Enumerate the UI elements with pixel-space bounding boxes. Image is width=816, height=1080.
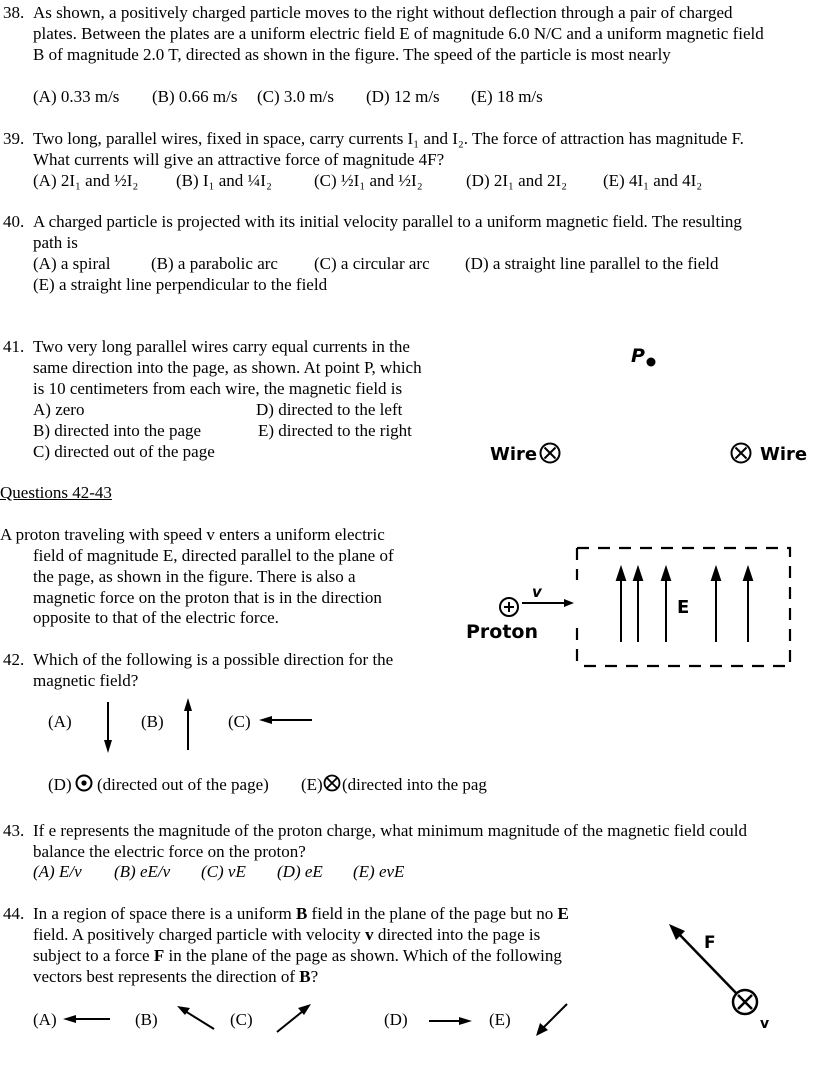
q38-choice-a: (A) 0.33 m/s (33, 87, 120, 106)
q41-point-p-dot (645, 356, 657, 368)
q42-number: 42. (3, 650, 25, 669)
q43-choice-e: (E) evE (353, 862, 405, 881)
q44-number: 44. (3, 904, 25, 923)
q38-choice-e: (E) 18 m/s (471, 87, 543, 106)
q44-line-4: vectors best represents the direction of B? (33, 967, 319, 986)
q43-number: 43. (3, 821, 25, 840)
q40-choice-a: (A) a spiral (33, 254, 111, 273)
q43-line-1: If e represents the magnitude of the proton charge, what minimum magnitude of the magnetic field could (33, 821, 747, 840)
q40-choice-b: (B) a parabolic arc (151, 254, 278, 273)
q39-choice-e: (E) 4I₁ and 4I₂ (603, 171, 703, 190)
q40-number: 40. (3, 212, 25, 231)
q44-choice-d-right-arrow-icon (427, 1014, 473, 1028)
q41-point-p-label: P (631, 345, 645, 367)
group-heading: Questions 42-43 (0, 483, 112, 502)
velocity-arrow (522, 599, 574, 607)
q44-line-2: field. A positively charged particle with velocity v directed into the page is (33, 925, 541, 944)
group-stem-line-3: the page, as shown in the figure. There is also a (33, 567, 356, 586)
q41-wire-left-label: Wire (490, 444, 538, 465)
q41-choice-b: B) directed into the page (33, 421, 202, 440)
q39-line-1: Two long, parallel wires, fixed in space, carry currents I₁ and I₂. The force of attraction has magnitude F. (33, 129, 744, 148)
proton-field-figure (470, 540, 800, 670)
q41-wire-left-into-page-icon (539, 441, 563, 465)
q43-choice-a: (A) E/v (33, 862, 82, 881)
q43-line-2: balance the electric force on the proton? (33, 842, 306, 861)
proton-label: Proton (466, 621, 539, 643)
q41-number: 41. (3, 337, 25, 356)
q41-wire-right-label: Wire (760, 444, 808, 465)
q39-choice-d: (D) 2I₁ and 2I₂ (466, 171, 568, 190)
q43-choice-c: (C) vE (201, 862, 246, 881)
q42-choice-d-out-of-page-icon (75, 773, 95, 793)
q40-line-1: A charged particle is projected with its initial velocity parallel to a uniform magnetic field. The resulting (33, 212, 742, 231)
q44-line-3: subject to a force F in the plane of the page as shown. Which of the following (33, 946, 562, 965)
q44-choice-c-up-right-arrow-icon (275, 1002, 313, 1034)
q41-line-1: Two very long parallel wires carry equal currents in the (33, 337, 410, 356)
q41-line-2: same direction into the page, as shown. At point P, which (33, 358, 422, 377)
q41-choice-a: A) zero (33, 400, 85, 419)
q44-choice-b-up-left-arrow-icon (175, 1004, 217, 1032)
q44-choice-c-label: (C) (230, 1010, 253, 1029)
particle-into-page-icon (733, 990, 757, 1014)
q44-force-label: F (704, 933, 716, 953)
q44-force-figure (665, 920, 775, 1032)
q40-choice-c: (C) a circular arc (314, 254, 430, 273)
group-stem-line-1: A proton traveling with speed v enters a uniform electric (0, 525, 385, 544)
q44-choice-b-label: (B) (135, 1010, 158, 1029)
q38-line-3: B of magnitude 2.0 T, directed as shown in the figure. The speed of the particle is most nearly (33, 45, 671, 64)
q39-choice-c: (C) ½I₁ and ½I₂ (314, 171, 423, 190)
velocity-label: v (532, 583, 542, 601)
q38-number: 38. (3, 3, 25, 22)
q42-choice-a-down-arrow-icon (100, 700, 116, 755)
q40-choice-e: (E) a straight line perpendicular to the field (33, 275, 328, 294)
q42-choice-b-up-arrow-icon (180, 697, 196, 752)
q42-line-2: magnetic field? (33, 671, 139, 690)
q40-line-2: path is (33, 233, 78, 252)
q43-choice-d: (D) eE (277, 862, 323, 881)
q39-choice-a: (A) 2I₁ and ½I₂ (33, 171, 139, 190)
q44-velocity-label: v (760, 1016, 770, 1032)
q38-choice-b: (B) 0.66 m/s (152, 87, 238, 106)
q42-choice-d-text: (directed out of the page) (97, 775, 269, 794)
proton-charge-icon (500, 598, 518, 616)
q42-choice-e-into-page-icon (323, 773, 343, 793)
q42-choice-c-left-arrow-icon (258, 713, 314, 727)
field-label: E (677, 597, 690, 618)
q42-choice-e-text: (directed into the pag (342, 775, 487, 794)
q39-line-2: What currents will give an attractive force of magnitude 4F? (33, 150, 445, 169)
q42-choice-c-label: (C) (228, 712, 251, 731)
q44-choice-d-label: (D) (384, 1010, 408, 1029)
q41-wire-right-into-page-icon (730, 441, 754, 465)
q42-choice-a-label: (A) (48, 712, 72, 731)
q38-line-2: plates. Between the plates are a uniform electric field E of magnitude 6.0 N/C and a uniform magnetic field (33, 24, 764, 43)
q42-choice-d-label: (D) (48, 775, 72, 794)
q41-line-3: is 10 centimeters from each wire, the magnetic field is (33, 379, 403, 398)
group-stem-line-4: magnetic force on the proton that is in the direction (33, 588, 382, 607)
q42-choice-b-label: (B) (141, 712, 164, 731)
group-stem-line-5: opposite to that of the electric force. (33, 608, 279, 627)
force-arrow (669, 924, 737, 994)
q44-line-1: In a region of space there is a uniform B field in the plane of the page but no E (33, 904, 569, 923)
q44-choice-e-down-left-arrow-icon (533, 1002, 569, 1038)
q38-line-1: As shown, a positively charged particle moves to the right without deflection through a pair of charged (33, 3, 733, 22)
q42-line-1: Which of the following is a possible direction for the (33, 650, 394, 669)
q40-choice-d: (D) a straight line parallel to the field (465, 254, 719, 273)
q44-choice-a-label: (A) (33, 1010, 57, 1029)
group-stem-line-2: field of magnitude E, directed parallel to the plane of (33, 546, 394, 565)
q38-choice-c: (C) 3.0 m/s (257, 87, 334, 106)
q42-choice-e-label: (E) (301, 775, 323, 794)
q39-number: 39. (3, 129, 25, 148)
q39-choice-b: (B) I₁ and ¼I₂ (176, 171, 272, 190)
q41-choice-e: E) directed to the right (258, 421, 412, 440)
q38-choice-d: (D) 12 m/s (366, 87, 440, 106)
q44-choice-a-left-arrow-icon (62, 1012, 112, 1026)
q41-choice-c: C) directed out of the page (33, 442, 215, 461)
q44-choice-e-label: (E) (489, 1010, 511, 1029)
q43-choice-b: (B) eE/v (114, 862, 171, 881)
q41-choice-d: D) directed to the left (256, 400, 403, 419)
